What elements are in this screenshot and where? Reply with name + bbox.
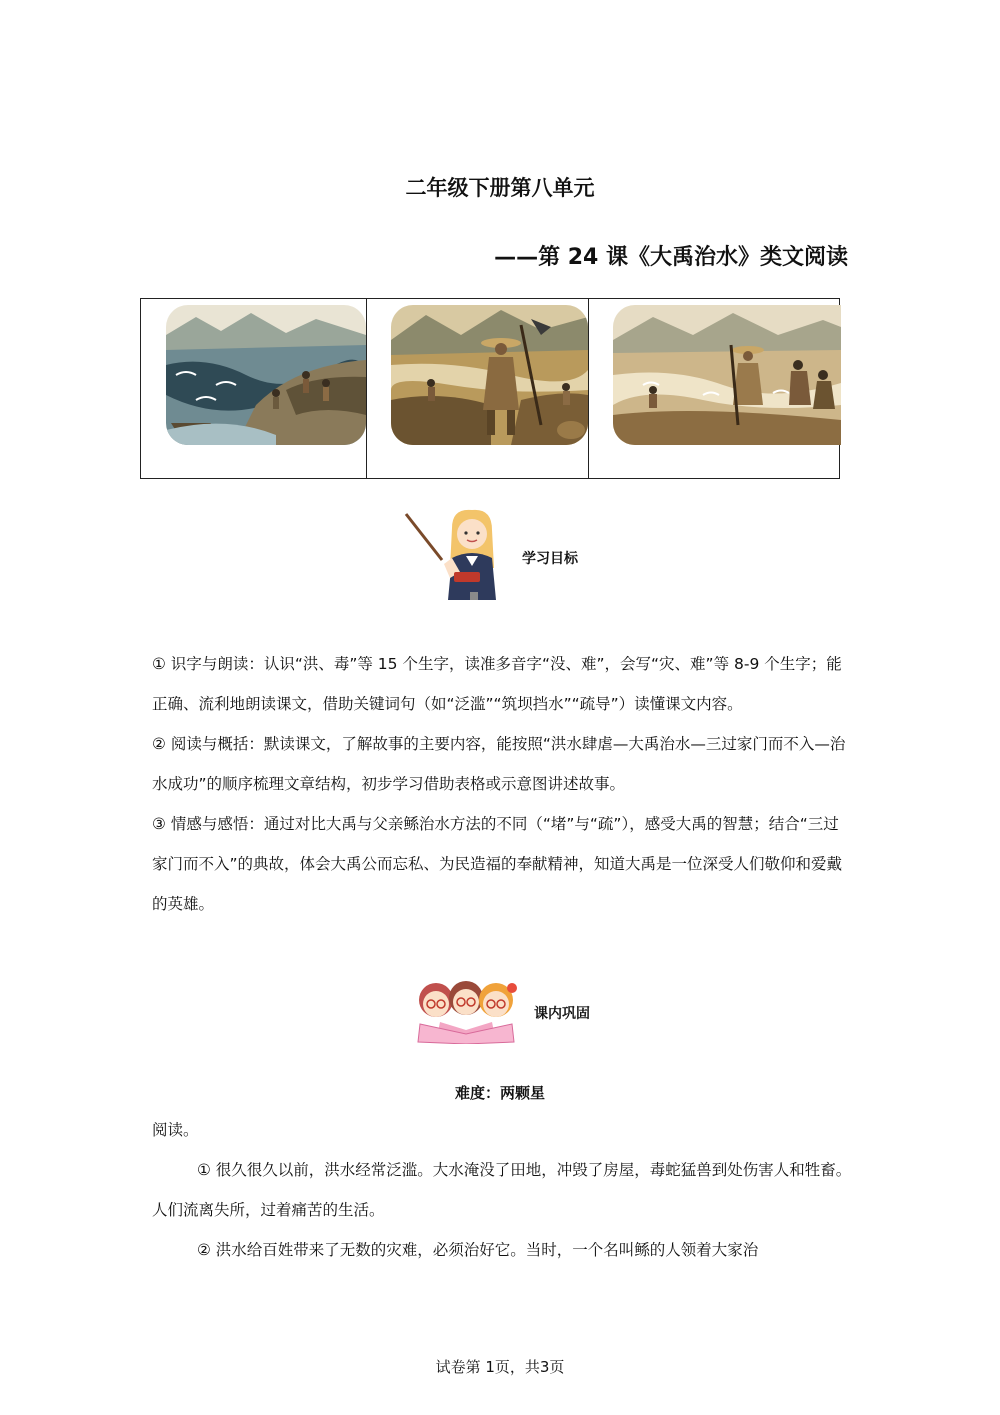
goals-list [152,644,852,924]
table-divider [366,299,367,478]
passage-paragraph-2: ② 洪水给百姓带来了无数的灾难，必须治好它。当时，一个名叫鲧的人领着大家治 [196,1241,759,1259]
reading-passage [152,1110,852,1270]
flood-river-painting [166,305,366,445]
teacher-pointer-icon [404,508,504,600]
goal-item-2: ② 阅读与概括：默读课文，了解故事的主要内容，能按照“洪水肆虐—大禹治水—三过家门而不入—治水成功”的顺序梳理文章结构，初步学习借助表格或示意图讲述故事。 [152,735,846,793]
lesson-subtitle: ——第 24 课《大禹治水》类文阅读 [494,245,848,270]
goal-item-1: ① 识字与朗读：认识“洪、毒”等 15 个生字，读准多音字“没、难”，会写“灾、难”等 8-9 个生字；能正确、流利地朗读课文，借助关键词句（如“泛滥”“筑坝挡水”“疏导”）读懂课文内容。 [152,655,842,713]
table-divider [588,299,589,478]
difficulty-label: 难度：两颗星 [454,1084,545,1102]
flood-workers-painting [613,305,841,445]
passage-paragraph-1: ① 很久很久以前，洪水经常泛滥。大水淹没了田地，冲毁了房屋，毒蛇猛兽到处伤害人和牲畜。人们流离失所，过着痛苦的生活。 [152,1161,852,1219]
illustration-table [140,298,840,479]
children-reading-icon [410,972,522,1044]
yu-digging-painting [391,305,588,445]
consolidate-heading: 课内巩固 [534,1006,590,1022]
reading-intro: 阅读。 [152,1121,199,1139]
page-title: 二年级下册第八单元 [405,176,595,200]
goals-heading: 学习目标 [522,551,578,567]
goal-item-3: ③ 情感与感悟：通过对比大禹与父亲鲧治水方法的不同（“堵”与“疏”），感受大禹的智慧；结合“三过家门而不入”的典故，体会大禹公而忘私、为民造福的奉献精神，知道大禹是一位深受人们敬仰和爱戴的英雄。 [152,815,843,913]
page-footer: 试卷第 1页，共3页 [435,1358,565,1376]
